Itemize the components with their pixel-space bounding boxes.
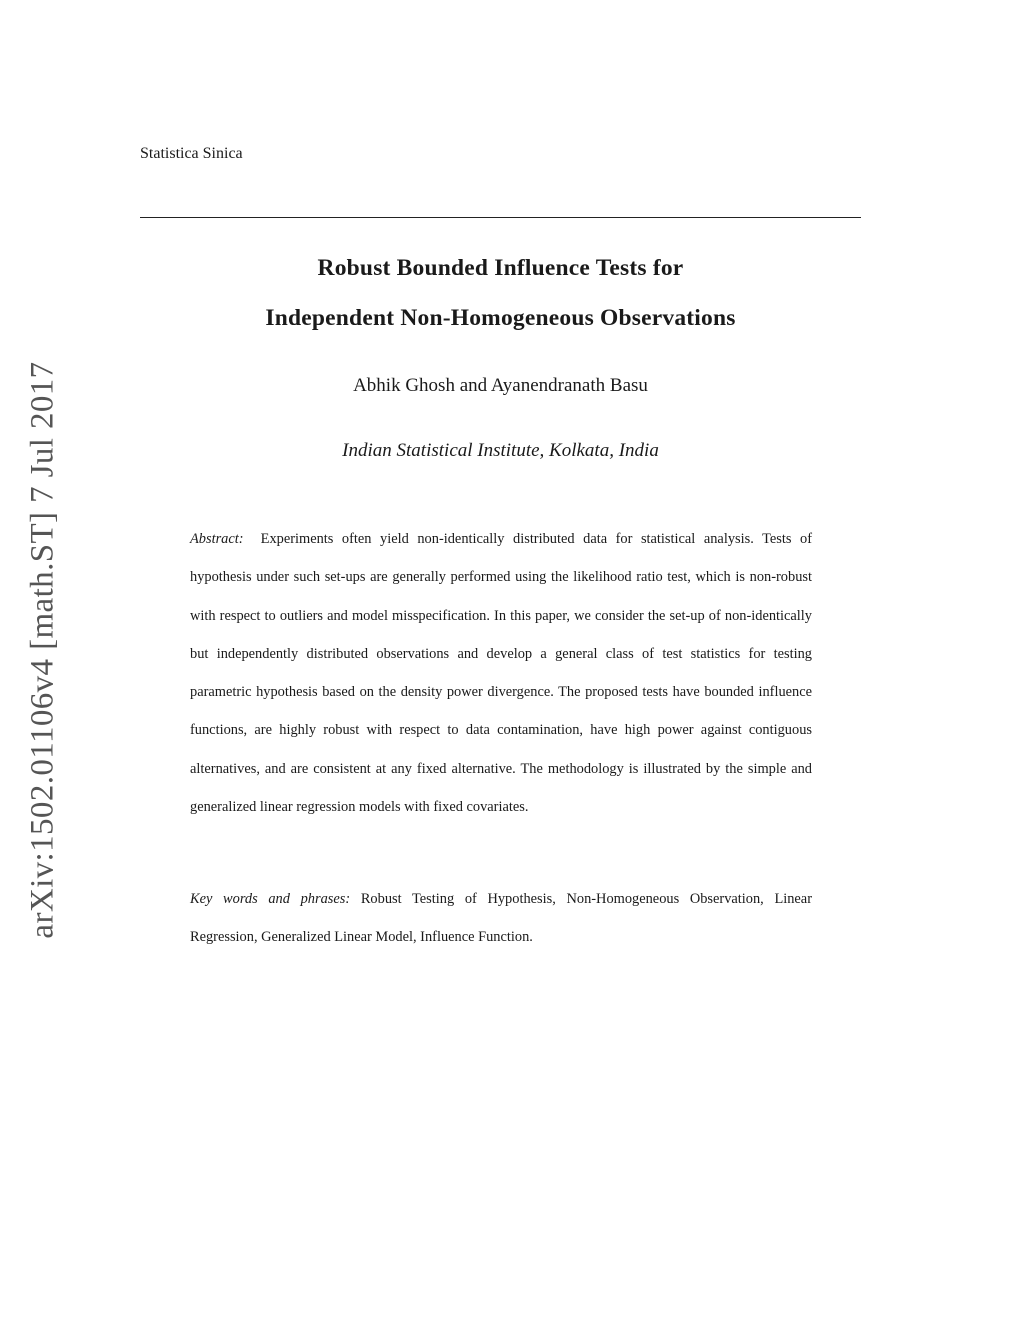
keywords-label: Key words and phrases: [190,891,351,907]
arxiv-identifier[interactable]: arXiv:1502.01106v4 [math.ST] 7 Jul 2017 [24,361,61,939]
abstract-text: Experiments often yield non-identically distributed data for statistical analysis. Tests of hypothesis under such set-ups are generally performed using the likelihood ratio test, which is non-robust with respect to outliers and model misspecification. In this paper, we consider the set-up of non-identically but independently distributed observations and develop a general class of test statistics for testing parametric hypothesis based on the density power divergence. The proposed tests have bounded influence functions, are highly robust with respect to data contamination, have high power against contiguous alternatives, and are consistent at any fixed alternative. The methodology is illustrated by the simple and generalized linear regression models with fixed covariates. [190,531,812,816]
header-rule [140,217,861,218]
authors: Abhik Ghosh and Ayanendranath Basu [353,375,648,396]
keywords-text: Robust Testing of Hypothesis, Non-Homogeneous Observation, Linear Regression, Generalized Linear Model, Influence Function. [190,891,812,946]
paper-title-line-2: Independent Non-Homogeneous Observations [265,305,736,331]
abstract [190,520,812,826]
keywords [190,880,812,957]
abstract-label: Abstract: [190,531,244,547]
journal-name: Statistica Sinica [140,145,243,162]
paper-title-line-1: Robust Bounded Influence Tests for [317,255,684,281]
affiliation: Indian Statistical Institute, Kolkata, India [342,440,659,461]
